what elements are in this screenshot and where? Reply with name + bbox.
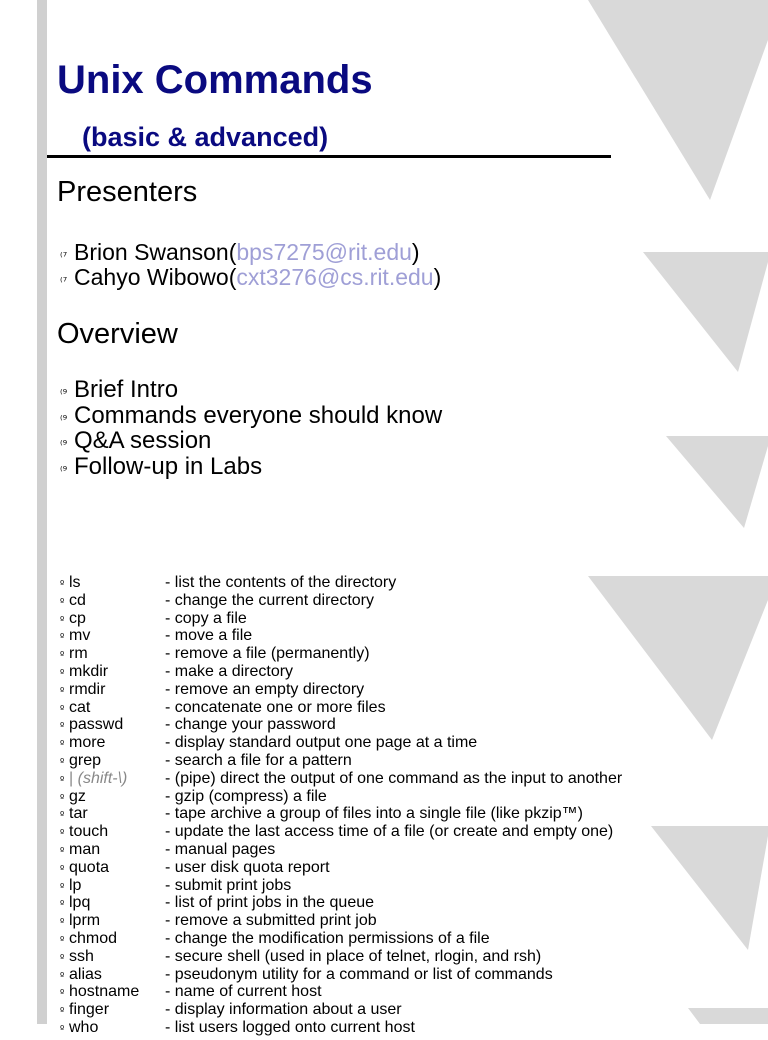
command-name: lpq xyxy=(69,894,91,912)
command-description: - remove a submitted print job xyxy=(165,912,377,930)
bullet-icon: º xyxy=(60,704,65,715)
table-row xyxy=(60,627,622,645)
command-description: - manual pages xyxy=(165,840,276,858)
bullet-icon: ⁽⁹ xyxy=(60,412,68,426)
command-name: cp xyxy=(69,609,86,627)
table-row xyxy=(60,966,622,984)
bullet-icon: º xyxy=(60,811,65,822)
command-name: alias xyxy=(69,965,102,983)
bullet-icon: º xyxy=(60,882,65,893)
bullet-icon: º xyxy=(60,953,65,964)
command-name: rm xyxy=(69,645,88,663)
command-description: - search a file for a pattern xyxy=(165,751,352,769)
command-name: passwd xyxy=(69,716,124,734)
bullet-icon: º xyxy=(60,686,65,697)
command-description: - make a directory xyxy=(165,662,294,680)
command-name: who xyxy=(69,1018,99,1036)
table-row xyxy=(60,592,622,610)
bullet-icon: º xyxy=(60,829,65,840)
command-description: - copy a file xyxy=(165,609,247,627)
command-description: - (pipe) direct the output of one command as the input to another xyxy=(165,769,623,787)
overview-heading: Overview xyxy=(57,318,178,350)
presenter-email-link[interactable]: bps7275@rit.edu xyxy=(236,239,412,265)
command-name: quota xyxy=(69,858,110,876)
table-row xyxy=(60,805,622,823)
table-row xyxy=(60,930,622,948)
list-item: ⁽⁹ Brief Intro xyxy=(60,377,442,403)
page-subtitle: (basic & advanced) xyxy=(82,122,329,152)
command-description: - change the modification permissions of a file xyxy=(165,929,490,947)
bullet-icon: ⁽⁹ xyxy=(60,463,68,477)
page-title: Unix Commands xyxy=(57,58,373,102)
command-name: | (shift-\) xyxy=(69,769,128,787)
triangle-shape xyxy=(651,826,768,950)
bullet-icon: º xyxy=(60,900,65,911)
bullet-icon: º xyxy=(60,918,65,929)
list-item: ⁽⁷ Brion Swanson ( bps7275@rit.edu ) xyxy=(60,240,441,265)
table-row xyxy=(60,948,622,966)
bullet-icon: º xyxy=(60,757,65,768)
command-description: - tape archive a group of files into a single file (like pkzip™) xyxy=(165,805,583,823)
title-divider xyxy=(47,155,611,158)
bullet-icon: º xyxy=(60,651,65,662)
list-item: ⁽⁹ Commands everyone should know xyxy=(60,403,442,429)
presenter-email-link[interactable]: cxt3276@cs.rit.edu xyxy=(236,264,434,290)
command-name: cat xyxy=(69,698,91,716)
command-description: - list users logged onto current host xyxy=(165,1018,415,1036)
table-row xyxy=(60,788,622,806)
command-description: - remove an empty directory xyxy=(165,680,365,698)
bullet-icon: º xyxy=(60,1007,65,1018)
table-row xyxy=(60,983,622,1001)
command-description: - change the current directory xyxy=(165,591,374,609)
table-row xyxy=(60,877,622,895)
bullet-icon: ⁽⁷ xyxy=(60,275,68,288)
command-description: - list the contents of the directory xyxy=(165,574,397,591)
table-row xyxy=(60,752,622,770)
command-name: lp xyxy=(69,876,82,894)
bullet-icon: º xyxy=(60,971,65,982)
command-name: more xyxy=(69,734,106,752)
bullet-icon: º xyxy=(60,597,65,608)
presenter-name: Cahyo Wibowo xyxy=(74,264,229,290)
table-row xyxy=(60,841,622,859)
command-description: - list of print jobs in the queue xyxy=(165,894,375,912)
command-description: - submit print jobs xyxy=(165,876,292,894)
command-name: tar xyxy=(69,805,88,823)
table-row xyxy=(60,894,622,912)
list-item: ⁽⁹ Follow-up in Labs xyxy=(60,454,442,480)
table-row xyxy=(60,663,622,681)
table-row xyxy=(60,574,622,592)
table-row xyxy=(60,610,622,628)
presenter-name: Brion Swanson xyxy=(74,239,229,265)
table-row xyxy=(60,734,622,752)
triangle-shape xyxy=(643,252,768,372)
command-name: mkdir xyxy=(69,662,109,680)
bullet-icon: º xyxy=(60,1024,65,1035)
command-name: mv xyxy=(69,627,91,645)
bullet-icon: º xyxy=(60,989,65,1000)
bullet-icon: º xyxy=(60,615,65,626)
command-name: ls xyxy=(69,574,81,591)
commands-list xyxy=(60,574,622,1037)
command-description: - secure shell (used in place of telnet, rlogin, and rsh) xyxy=(165,947,542,965)
command-name: cd xyxy=(69,591,86,609)
command-name: man xyxy=(69,840,101,858)
command-name: gz xyxy=(69,787,86,805)
presenters-list xyxy=(60,240,441,290)
command-name: hostname xyxy=(69,983,140,1001)
bullet-icon: ⁽⁹ xyxy=(60,387,68,400)
list-item: ⁽⁷ Cahyo Wibowo ( cxt3276@cs.rit.edu ) xyxy=(60,265,441,290)
presenters-heading: Presenters xyxy=(57,176,198,208)
bullet-icon: º xyxy=(60,846,65,857)
table-row xyxy=(60,823,622,841)
table-row xyxy=(60,859,622,877)
table-row xyxy=(60,699,622,717)
command-name: chmod xyxy=(69,929,118,947)
command-description: - name of current host xyxy=(165,983,322,1001)
triangle-shape xyxy=(688,1008,768,1024)
table-row xyxy=(60,645,622,663)
command-description: - change your password xyxy=(165,716,336,734)
table-row xyxy=(60,1001,622,1019)
command-description: - display standard output one page at a time xyxy=(165,734,478,752)
command-description: - remove a file (permanently) xyxy=(165,645,370,663)
command-description: - move a file xyxy=(165,627,253,645)
bullet-icon: º xyxy=(60,864,65,875)
command-description: - gzip (compress) a file xyxy=(165,787,327,805)
command-name: ssh xyxy=(69,947,94,965)
bullet-icon: º xyxy=(60,633,65,644)
bullet-icon: º xyxy=(60,722,65,733)
overview-list xyxy=(60,377,442,479)
bullet-icon: º xyxy=(60,668,65,679)
bullet-icon: º xyxy=(60,740,65,751)
table-row xyxy=(60,912,622,930)
bullet-icon: º xyxy=(60,775,65,786)
bullet-icon: ⁽⁹ xyxy=(60,438,68,451)
bullet-icon: ⁽⁷ xyxy=(60,250,68,263)
command-description: - display information about a user xyxy=(165,1001,402,1019)
command-name: grep xyxy=(69,751,102,769)
table-row xyxy=(60,770,622,788)
command-description: - update the last access time of a file (or create and empty one) xyxy=(165,823,614,841)
command-name: lprm xyxy=(69,912,101,930)
triangle-shape xyxy=(666,436,768,528)
bullet-icon: º xyxy=(60,793,65,804)
command-name: finger xyxy=(69,1001,110,1019)
command-name: touch xyxy=(69,823,109,841)
command-description: - pseudonym utility for a command or list of commands xyxy=(165,965,553,983)
triangle-shape xyxy=(588,0,768,200)
table-row xyxy=(60,1019,622,1037)
command-name: rmdir xyxy=(69,680,106,698)
table-row xyxy=(60,716,622,734)
command-description: - concatenate one or more files xyxy=(165,698,386,716)
list-item: ⁽⁹ Q&A session xyxy=(60,428,442,454)
bullet-icon: º xyxy=(60,935,65,946)
command-description: - user disk quota report xyxy=(165,858,330,876)
table-row xyxy=(60,681,622,699)
bullet-icon: º xyxy=(60,580,65,590)
